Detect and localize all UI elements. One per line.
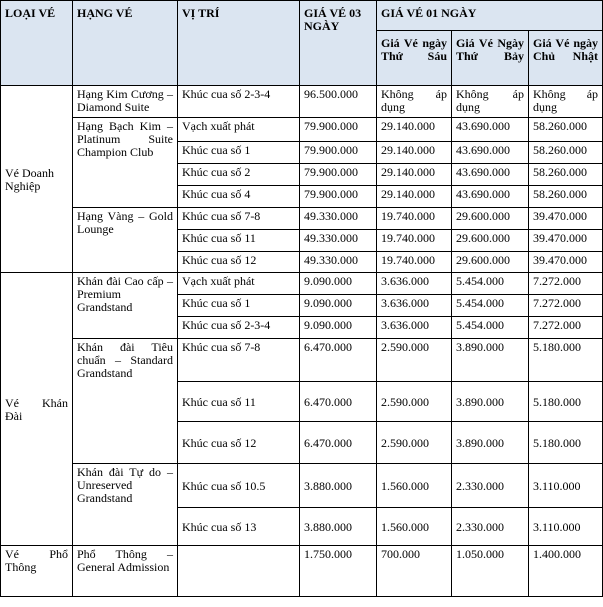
cell-thu-sau: 1.560.000 [377, 464, 452, 508]
group-label-pho-thong: Vé Phổ Thông [1, 546, 73, 597]
cell-thu-sau: 19.740.000 [377, 230, 452, 252]
cell-vi-tri: Khúc cua số 2-3-4 [178, 86, 300, 118]
table-row [1, 273, 603, 295]
table-row [1, 339, 603, 382]
header-hang-ve: HẠNG VÉ [73, 1, 178, 86]
cell-chu-nhat: 58.260.000 [529, 164, 603, 186]
table-row [1, 208, 603, 230]
cell-gia-3-ngay: 49.330.000 [300, 208, 377, 230]
cell-chu-nhat: 58.260.000 [529, 186, 603, 208]
cell-vi-tri: Khúc cua số 12 [178, 422, 300, 464]
cell-chu-nhat: 7.272.000 [529, 317, 603, 339]
tier-label-vang: Hạng Vàng – Gold Lounge [73, 208, 178, 273]
cell-gia-3-ngay: 79.900.000 [300, 186, 377, 208]
cell-thu-sau: 29.140.000 [377, 164, 452, 186]
cell-thu-sau: 3.636.000 [377, 295, 452, 317]
cell-gia-3-ngay: 49.330.000 [300, 230, 377, 252]
cell-thu-bay: Không áp dụng [452, 86, 529, 118]
cell-vi-tri: Khúc cua số 2 [178, 164, 300, 186]
tier-label-tieu-chuan: Khán đài Tiêu chuẩn – Standard Grandstand [73, 339, 178, 464]
header-gia-1-ngay: GIÁ VÉ 01 NGÀY [377, 1, 603, 31]
cell-thu-sau: 2.590.000 [377, 382, 452, 422]
cell-vi-tri: Khúc cua số 10.5 [178, 464, 300, 508]
cell-vi-tri: Khúc cua số 4 [178, 186, 300, 208]
cell-thu-bay: 29.600.000 [452, 252, 529, 273]
table-row [1, 546, 603, 597]
cell-gia-3-ngay: 1.750.000 [300, 546, 377, 597]
group-label-khan-dai: Vé Khán Đài [1, 273, 73, 546]
tier-label-tu-do: Khán đài Tự do – Unreserved Grandstand [73, 464, 178, 546]
cell-thu-sau: 29.140.000 [377, 142, 452, 164]
cell-thu-bay: 43.690.000 [452, 186, 529, 208]
cell-chu-nhat: 5.180.000 [529, 422, 603, 464]
cell-gia-3-ngay: 9.090.000 [300, 273, 377, 295]
cell-chu-nhat: 7.272.000 [529, 295, 603, 317]
cell-gia-3-ngay: 9.090.000 [300, 295, 377, 317]
cell-thu-bay: 29.600.000 [452, 208, 529, 230]
cell-vi-tri: Vạch xuất phát [178, 118, 300, 142]
header-vi-tri: VỊ TRÍ [178, 1, 300, 86]
cell-thu-sau: 2.590.000 [377, 422, 452, 464]
cell-gia-3-ngay: 6.470.000 [300, 382, 377, 422]
cell-thu-bay: 43.690.000 [452, 164, 529, 186]
cell-chu-nhat: Không áp dụng [529, 86, 603, 118]
cell-thu-sau: 1.560.000 [377, 508, 452, 546]
cell-chu-nhat: 39.470.000 [529, 230, 603, 252]
cell-chu-nhat: 58.260.000 [529, 118, 603, 142]
header-gia-3-ngay: GIÁ VÉ 03 NGÀY [300, 1, 377, 86]
cell-gia-3-ngay: 79.900.000 [300, 118, 377, 142]
cell-thu-bay: 43.690.000 [452, 118, 529, 142]
cell-vi-tri: Khúc cua số 1 [178, 142, 300, 164]
header-chu-nhat: Giá Vé ngày Chủ Nhật [529, 31, 603, 86]
cell-gia-3-ngay: 6.470.000 [300, 422, 377, 464]
cell-thu-sau: 3.636.000 [377, 273, 452, 295]
header-loai-ve: LOẠI VÉ [1, 1, 73, 86]
tier-label-bach-kim: Hạng Bạch Kim – Platinum Suite Champion Club [73, 118, 178, 208]
cell-gia-3-ngay: 49.330.000 [300, 252, 377, 273]
cell-thu-bay: 2.330.000 [452, 464, 529, 508]
cell-thu-sau: 29.140.000 [377, 186, 452, 208]
cell-vi-tri: Vạch xuất phát [178, 273, 300, 295]
cell-thu-bay: 3.890.000 [452, 422, 529, 464]
cell-thu-bay: 5.454.000 [452, 317, 529, 339]
cell-vi-tri: Khúc cua số 2-3-4 [178, 317, 300, 339]
cell-vi-tri: Khúc cua số 7-8 [178, 339, 300, 382]
cell-thu-bay: 29.600.000 [452, 230, 529, 252]
cell-chu-nhat: 7.272.000 [529, 273, 603, 295]
cell-thu-bay: 43.690.000 [452, 142, 529, 164]
cell-chu-nhat: 58.260.000 [529, 142, 603, 164]
cell-vi-tri: Khúc cua số 11 [178, 230, 300, 252]
cell-gia-3-ngay: 79.900.000 [300, 142, 377, 164]
cell-thu-sau: 19.740.000 [377, 208, 452, 230]
table-row [1, 118, 603, 142]
cell-chu-nhat: 3.110.000 [529, 464, 603, 508]
cell-gia-3-ngay: 96.500.000 [300, 86, 377, 118]
tier-label-cao-cap: Khán đài Cao cấp – Premium Grandstand [73, 273, 178, 339]
cell-gia-3-ngay: 3.880.000 [300, 508, 377, 546]
table-row [1, 86, 603, 118]
cell-vi-tri: Khúc cua số 7-8 [178, 208, 300, 230]
cell-gia-3-ngay: 79.900.000 [300, 164, 377, 186]
group-label-doanh-nghiep: Vé Doanh Nghiệp [1, 86, 73, 273]
cell-chu-nhat: 5.180.000 [529, 339, 603, 382]
cell-vi-tri [178, 546, 300, 597]
header-thu-bay: Giá Vé Ngày Thứ Bảy [452, 31, 529, 86]
cell-chu-nhat: 5.180.000 [529, 382, 603, 422]
cell-vi-tri: Khúc cua số 12 [178, 252, 300, 273]
cell-vi-tri: Khúc cua số 11 [178, 382, 300, 422]
cell-chu-nhat: 39.470.000 [529, 208, 603, 230]
cell-chu-nhat: 3.110.000 [529, 508, 603, 546]
cell-thu-bay: 3.890.000 [452, 382, 529, 422]
cell-thu-bay: 2.330.000 [452, 508, 529, 546]
cell-gia-3-ngay: 3.880.000 [300, 464, 377, 508]
cell-thu-sau: 29.140.000 [377, 118, 452, 142]
cell-thu-bay: 3.890.000 [452, 339, 529, 382]
cell-thu-bay: 5.454.000 [452, 295, 529, 317]
cell-thu-sau: 2.590.000 [377, 339, 452, 382]
cell-gia-3-ngay: 9.090.000 [300, 317, 377, 339]
cell-vi-tri: Khúc cua số 13 [178, 508, 300, 546]
cell-gia-3-ngay: 6.470.000 [300, 339, 377, 382]
cell-thu-sau: 3.636.000 [377, 317, 452, 339]
tier-label-pho-thong: Phổ Thông – General Admission [73, 546, 178, 597]
cell-thu-bay: 5.454.000 [452, 273, 529, 295]
cell-thu-sau: Không áp dụng [377, 86, 452, 118]
cell-chu-nhat: 39.470.000 [529, 252, 603, 273]
cell-thu-sau: 19.740.000 [377, 252, 452, 273]
table-row [1, 464, 603, 508]
cell-vi-tri: Khúc cua số 1 [178, 295, 300, 317]
tier-label-kim-cuong: Hạng Kim Cương – Diamond Suite [73, 86, 178, 118]
cell-chu-nhat: 1.400.000 [529, 546, 603, 597]
cell-thu-sau: 700.000 [377, 546, 452, 597]
header-thu-sau: Giá Vé ngày Thứ Sáu [377, 31, 452, 86]
cell-thu-bay: 1.050.000 [452, 546, 529, 597]
